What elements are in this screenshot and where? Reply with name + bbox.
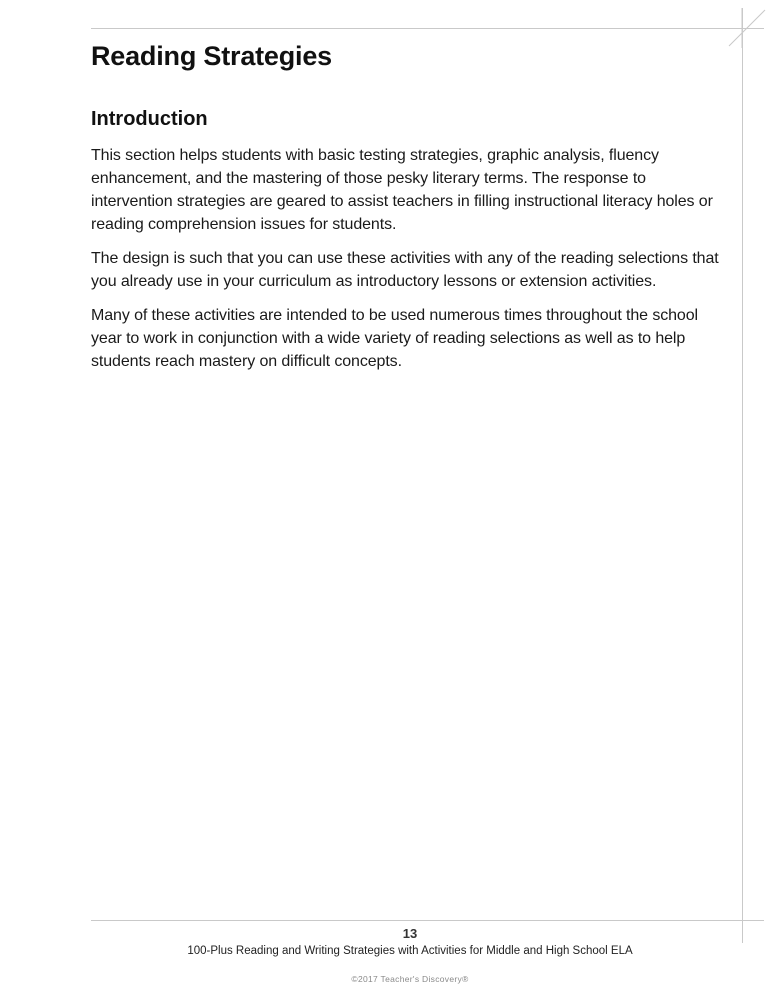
paragraph-2: The design is such that you can use these activities with any of the reading selections that you already use in your curriculum as introductory lessons or extension activities. — [91, 250, 719, 290]
copyright-notice: ©2017 Teacher's Discovery® — [351, 974, 469, 984]
footer-rule — [91, 920, 764, 921]
right-margin-rule — [742, 8, 743, 943]
body-text — [91, 144, 731, 384]
top-rule — [91, 28, 764, 29]
paragraph-3: Many of these activities are intended to be used numerous times throughout the school year to work in conjunction with a wide variety of reading selections as well as to help students reach mastery on difficult concepts. — [91, 307, 698, 370]
page-title: Reading Strategies — [91, 41, 332, 71]
section-heading: Introduction — [91, 108, 208, 130]
page-number: 13 — [402, 926, 418, 941]
paragraph-1: This section helps students with basic testing strategies, graphic analysis, fluency enhancement, and the mastering of those pesky literary terms. The response to intervention strategies are geared to assist teachers in filling instructional literacy holes or reading comprehension issues for students. — [91, 147, 713, 233]
footer-book-title: 100-Plus Reading and Writing Strategies with Activities for Middle and High School ELA — [187, 945, 633, 957]
corner-crop-mark — [727, 8, 767, 48]
